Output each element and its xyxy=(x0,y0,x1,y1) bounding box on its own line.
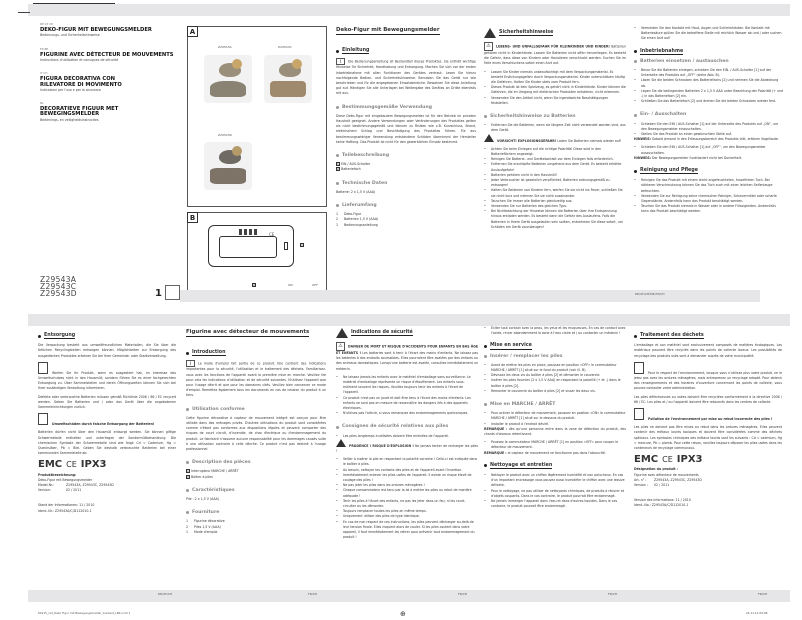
heading-insert-batteries: Insérer / remplacer les piles xyxy=(484,354,626,359)
print-slug-date: 24.11.10 09:08 xyxy=(746,611,768,615)
list-item: • Ce produit n'est pas un jouet et doit être tenu à l'écart des mains d'enfants. Les enfants ne sont pas en mesure de reconnaître les dangers liés à des appareils électriques. xyxy=(336,396,478,412)
list-item: • Schließen Sie das Batteriefach [2] und drehen Sie die beiden Schrauben wieder fest. xyxy=(634,99,784,104)
callout-1: 1 xyxy=(301,243,303,247)
lang-flags: NL xyxy=(40,101,44,106)
list-item: • Ne pas jeter les piles dans les ordures ménagères ! xyxy=(336,483,478,488)
list-item: • Reinigen Sie das Produkt mit einem leicht angefeuchteten, fusselfreien Tuch. Bei stärkerer Verschmutzung können Sie das Tuch auch mit einer leichten Seifenlauge befeuchten. xyxy=(634,178,784,194)
heading-insert-batteries: Batterien einsetzen / austauschen xyxy=(634,59,784,64)
list-item: • Entfernen Sie die Batterien, wenn sie längere Zeit nicht verwendet worden sind, aus dem Gerät. xyxy=(484,123,626,133)
figure-b xyxy=(187,212,327,300)
list-item: • Uniquement utiliser des piles de type identique. xyxy=(336,514,478,519)
emc-mark: EMC xyxy=(634,454,659,466)
cover-column xyxy=(40,22,175,123)
list-item: • Remonter le couvercle du boîtier à piles [2] et visser les deux vis. xyxy=(484,389,626,394)
heading-introduction: Introduction xyxy=(186,350,326,356)
list-item: 2 Batterien 1,5 V (AAA) xyxy=(336,217,379,222)
list-item: • Verwenden Sie den Artikel nicht, wenn Sie irgendwelche Beschädigungen feststellen. xyxy=(484,96,626,106)
disposal-text: L'emballage et son matériel sont exclusivement composés de matières écologiques. Les matériaux peuvent être recyclés dans les points de collecte locaux. Les possibilités de recyclage des produits usés sont à demander auprès de votre municipalité. xyxy=(634,343,782,358)
heading-parts: Description des pièces xyxy=(186,460,326,465)
ipx3-mark: IPX3 xyxy=(676,454,703,466)
disposal-weee-text: Pour le respect de l'environnement, lorsque vous n'utilisez plus votre produit, ne le jetez pas avec les ordures ménagères, mais entreprenez un recyclage adapté. Pour obtenir des renseignements et des horaires d'ouverture concernant les points de collecte, vous pouvez contacter votre administration. xyxy=(634,362,782,392)
heading-startup: Mise en service xyxy=(484,343,626,349)
certification-marks xyxy=(38,459,176,471)
list-item: • Nettoyer le produit avec un chiffon légèrement humidifié et non pelucheux. En cas d'un important encrassage vous pouvez aussi humidifier le chiffon avec une lessive délicate. xyxy=(484,473,626,489)
list-item: • Dévissez les deux vis du boîtier à piles [2] et démonter le couvercle. xyxy=(484,373,626,378)
warning-triangle-icon xyxy=(336,328,348,338)
note: REMARQUE : dès qu'une personne entre dans la zone de détection du produit, des chants d'oiseaux retentissent. xyxy=(484,426,626,437)
cover-subtitle: Indicazioni per l'uso e per la sicurezza xyxy=(40,87,101,92)
switch-slot xyxy=(284,242,288,250)
footer-label: FR/CH xyxy=(458,592,468,596)
figure-caption: Z29543C xyxy=(278,45,292,49)
heading-intended-use: Bestimmungsgemäße Verwendung xyxy=(336,105,476,110)
list-item: • Legen Sie die beiliegenden Batterien 2 x 1,5 V AAA unter Beachtung der Polarität (+ und -) in das Batteriefach [2] ein. xyxy=(634,89,784,99)
danger-warning: ⚠ LEBENS- UND UNFALLGEFAHR FÜR KLEINKINDER UND KINDER! Batterien gehören nicht in Kinderhände. Lassen Sie Batterien nicht offen herumliegen. Es besteht die Gefahr, dass diese von Kindern oder Haustieren verschluckt werden. Suchen Sie im Falle eines Verschluckens sofort einen Arzt auf. xyxy=(484,43,627,66)
heading-on-off: Ein- / Ausschalten xyxy=(634,112,784,117)
page-corner-box xyxy=(165,285,180,300)
battery-warning: Pollution de l'environnement par mise au rebut incorrecte des piles ! xyxy=(634,408,782,422)
heading-tech-data: Technische Daten xyxy=(336,181,476,186)
certification-marks xyxy=(634,454,782,466)
list-item: • Bevor Sie die Batterien einlegen, schieben Sie den EIN- / AUS-Schalter [1] auf der Unterseite des Produkts auf „OFF“ (siehe Abb. B). xyxy=(634,68,784,78)
heading-battery-safety: Consignes de sécurité relatives aux piles xyxy=(336,424,478,429)
battery-disposal-text: Les piles ne doivent pas être mises au rebut dans les ordures ménagères. Elles peuvent contenir des métaux lourds toxiques et doivent être considérées comme des déchets spéciaux. Les symboles chimiques des métaux lourds sont les suivants : Cd = cadmium, Hg = mercure, Pb = plomb. Pour cette raison, veuillez toujours déposer les piles usées dans les conteneurs de recyclage communaux. xyxy=(634,425,782,451)
switch-on-label: ON xyxy=(288,283,293,287)
lang-flags: DE AT CH xyxy=(40,22,54,26)
battery-disposal-text: Batterien dürfen nicht über den Hausmüll entsorgt werden. Sie können giftige Schwermetalle enthalten und unterliegen der Sondermüllbehandlung. Die chemischen Symbole der Schwermetalle sind wie folgt: Cd = Cadmium, Hg = Quecksilber, Pb = Blei. Geben Sie deshalb verbrauchte Batterien bei einer kommunalen Sammelstelle ab. xyxy=(38,430,176,456)
product-info: Désignation du produit : Figurine avec détecteur de mouvements Art. n° : Z29543A, Z29543C, Z29543D Version : 02 / 2011 Version des informations: 11 / 2010 Ident.-No.: Z29543A/C/D112010-1 xyxy=(634,467,702,508)
print-slug: 61915_rsd_Deko Figur mit Bewegungsmelder_Content_LB4.indd 1 xyxy=(38,611,131,615)
parts-list xyxy=(186,469,326,479)
list-item: • En cas de non respect de ces instructions, les piles peuvent décharger au-delà de leur tension finale. Elles risquent alors de couler. Si les piles coulent dans votre appareil, il faut immédiatement les retirer pour prévenir tout endommagement du produit ! xyxy=(336,520,478,541)
list-item: • Tauschen Sie immer alle Batterien gleichzeitig aus. xyxy=(484,199,626,204)
crossed-bin-icon xyxy=(634,362,644,374)
cover-title: FIGURA DECORATIVA CON RILEVATORE DI MOVIMENTO xyxy=(40,76,122,88)
heading-safety: Indications de sécurité xyxy=(336,328,478,338)
cover-subtitle: Bedienings- en veiligheidsinstructies xyxy=(40,117,99,122)
heading-disposal: Entsorgung xyxy=(38,333,176,339)
footer-band xyxy=(180,290,760,302)
list-item: • Ne jamais immerger l'appareil dans l'eau et dans d'autres liquides. Dans le cas contraire, le produit pourrait être endommagé. xyxy=(484,499,626,509)
list-item: • Pour le nettoyage, ne pas utiliser de nettoyants chimiques, de produits à récurer et d'objets coupants. Dans le cas contraire, le produit pourrait être endommagé. xyxy=(484,489,626,499)
book-icon: i xyxy=(186,360,195,367)
list-item: • Jeder Verbraucher ist gesetzlich verpflichtet, Batterien ordnungsgemäß zu entsorgen! xyxy=(484,178,626,188)
heading-startup: Inbetriebnahme xyxy=(634,49,784,55)
callout-2: 2 xyxy=(253,283,255,287)
list-item: • Toujours remplacer toutes les piles en même temps. xyxy=(336,509,478,514)
figure-a-label: A xyxy=(187,26,198,37)
crossed-bin-battery-icon xyxy=(38,413,48,425)
note: REMARQUE : le capteur de mouvement ne fonctionne pas dans l'obscurité. xyxy=(484,450,606,455)
lang-flags: IT CH xyxy=(40,71,48,76)
heading-parts: Teilebeschreibung xyxy=(336,153,476,158)
lang-flags: FR BE xyxy=(40,46,49,51)
header-band xyxy=(28,314,790,326)
model-numbers: Z29543A Z29543C Z29543D xyxy=(40,275,77,299)
cover-title: FIGURINE AVEC DÉTECTEUR DE MOUVEMENTS xyxy=(40,51,174,58)
heading-on-off: Mise en MARCHE / ARRÊT xyxy=(484,402,626,407)
book-icon: i xyxy=(336,58,345,65)
list-item: • Verwenden Sie zur Reinigung keine chemischen Reiniger, Scheuermittel oder scharfe Gegenstände. Andernfalls kann das Produkt beschädigt werden. xyxy=(634,194,784,204)
fr-disposal-column xyxy=(634,326,782,509)
list-item: • Bei Nichtbeachtung der Hinweise können die Batterien über ihre Endspannung hinaus entladen werden. Es besteht dann die Gefahr des Auslaufens. Falls die Batterien in Ihrem Gerät ausgelaufen sein sollten, entnehmen Sie diese sofort, um Schäden am Gerät vorzubeugen! xyxy=(484,209,626,230)
de-disposal-column xyxy=(38,326,176,514)
section-title: Figurine avec détecteur de mouvements xyxy=(186,330,309,337)
list-item: • Installer le produit à l'endroit désiré. xyxy=(484,422,626,427)
list-item: • Verwenden Sie nur Batterien des gleichen Typs. xyxy=(484,204,626,209)
page-number: 1 xyxy=(155,288,162,299)
list-item: • Lösen Sie die beiden Schrauben des Batteriefachs [2] und nehmen Sie die Abdeckung ab. xyxy=(634,78,784,88)
heading-disposal: Traitement des déchets xyxy=(634,333,782,339)
list-item: 1 EIN / AUS-Schalter xyxy=(337,162,371,167)
crop-mark xyxy=(18,12,30,13)
note: HINWEIS: Der Bewegungsmelder funktioniert nicht bei Dunkelheit. xyxy=(634,155,743,160)
list-item: • Insérer les piles fournies (2 x 1,5 V AAA) en respectant la polarité (+ et -) dans le boîtier à piles [2]. xyxy=(484,378,626,388)
registration-mark-icon: ⊕ xyxy=(400,610,406,618)
heading-safety: Sicherheitshinweise xyxy=(484,28,626,38)
list-item: • Ne laissez jamais les enfants avec le matériel d'emballage sans surveillance. Le matériel d'emballage représente un risque d'étouffement. Les enfants sous-estiment souvent les risques. Veuillez toujours tenir les enfants à l'écart de l'appareil. xyxy=(336,375,478,396)
list-item: • Les piles longtemps inutilisées doivent être enlevées de l'appareil. xyxy=(336,434,478,439)
list-item: • Schieben Sie den EIN / AUS-Schalter [1] auf der Unterseite des Produkts auf „ON“, um den Bewegungsmelder einzuschalten. xyxy=(634,122,784,132)
cover-lang-fr xyxy=(40,47,175,64)
bird-figure-image xyxy=(204,142,252,190)
list-item: 1 Figurine décorative xyxy=(186,519,225,524)
cover-lang-de xyxy=(40,22,175,39)
crossed-bin-icon xyxy=(38,362,48,374)
list-item: • Pour activer le détecteur de mouvement, poussez en position «ON» le commutateur MARCHE / ARRÊT [1] situé sur le dessous du produit. xyxy=(484,411,626,421)
heading-tech-data: Caractéristiques xyxy=(186,488,326,493)
list-item: • Éviter tout contact avec la peau, les yeux et les muqueuses. En cas de contact avec l'acide, rincer abondamment la zone à l'eau claire et / ou contacter un médecin ! xyxy=(484,326,626,336)
list-item: • N'utilisez pas l'article, si vous remarquez des endommagements quelconques. xyxy=(336,411,478,416)
footer-label: DE/AT/CH xyxy=(158,592,173,596)
list-item: 2 Boîtier à piles xyxy=(187,474,213,479)
list-item: • Tenir les piles à l'écart des enfants, ne pas les jeter dans un feu, ni les court-circuiter ou les démonter. xyxy=(336,499,478,509)
tech-data-text: Pile : 2 x 1,5 V (AAA) xyxy=(186,497,220,502)
figure-caption: Z29543A xyxy=(218,45,232,49)
intended-use-text: Diese Deko-Figur mit eingebautem Bewegungsmelder ist für den Betrieb im privaten Haushalt geeignet. Andere Verwendungen oder Veränderungen des Produktes gelten als nicht bestimmungsgemäß und können zu Risiken wie z.B. Kurzschluss, Brand, elektrischem Schlag und Beschädigung des Produktes führen. Für aus bestimmungswidriger Verwendung entstandene Schäden übernimmt der Hersteller keine Haftung. Das Produkt ist nicht für den gewerblichen Einsatz bestimmt. xyxy=(336,113,476,144)
battery-warning: Umweltschäden durch falsche Entsorgung der Batterien! xyxy=(38,413,176,427)
list-item: 2 Batteriefach xyxy=(337,167,361,172)
list-item: • Lassen Sie Kinder niemals unbeaufsichtigt mit dem Verpackungsmaterial. Es besteht Erstickungsgefahr durch Verpackungsmaterial. Kinder unterschätzen häufig die Gefahren. Halten Sie Kinder stets vom Produkt fern. xyxy=(484,70,626,86)
scope-list xyxy=(186,519,326,535)
heading-scope: Fourniture xyxy=(186,510,326,515)
fr-column-1 xyxy=(186,326,326,535)
list-item: • Veiller à insérer la pile en respectant la polarité correcte ! Celle-ci est indiquée dans le boîtier à piles. xyxy=(336,457,478,467)
list-item: 1 Mode d'emploi xyxy=(186,529,218,534)
cover-lang-it xyxy=(40,71,175,93)
intended-use-text: Cette figurine décorative à capteur de mouvement intégré est conçue pour être utilisée dans des ménages privés. D'autres utilisations du produit sont considérées comme n'étant pas conformes aux dispositions légales et peuvent comporter des risques de court circuit, d'incendie, de choc électrique ou d'endommagement du produit. Le fabricant n'assume aucune responsabilité pour les dommages causés suite à une utilisation contraire à celle décrite. Ce produit n'est pas destiné à l'usage professionnel. xyxy=(186,415,326,452)
list-item: 1 Interrupteur MARCHE / ARRÊT xyxy=(187,469,239,474)
child-warning-icon: ⚠ xyxy=(336,342,345,351)
ce-mark: CE xyxy=(662,455,673,465)
switch-off-label: OFF xyxy=(312,283,318,287)
cover-subtitle: Instructions d'utilisation et consignes de sécurité xyxy=(40,58,119,63)
bird-figure-on-stone-image xyxy=(204,55,252,103)
footer-band xyxy=(28,590,790,602)
list-item: • Chaque consommateur est tenu par la loi à mettre les piles au rebut de manière adéquate ! xyxy=(336,488,478,498)
de-column-2 xyxy=(484,26,626,230)
heading-scope: Lieferumfang xyxy=(336,203,476,208)
list-item: • Vermeiden Sie den Kontakt mit Haut, Augen und Schleimhäuten. Bei Kontakt mit Batteriesäure spülen Sie die betroffene Stelle mit reichlich Wasser ab und / oder suchen Sie einen Arzt auf! xyxy=(634,26,784,42)
explosion-warning-icon xyxy=(484,134,494,142)
cover-title: DEKO-FIGUR MIT BEWEGUNGSMELDER xyxy=(40,27,152,34)
parts-list xyxy=(336,162,476,172)
cover-subtitle: Bedienungs- und Sicherheitshinweise xyxy=(40,33,100,38)
spread-page-2 xyxy=(0,310,802,620)
list-item: • Tauchen Sie das Produkt niemals in Wasser oder in andere Flüssigkeiten. Andernfalls kann das Produkt beschädigt werden. xyxy=(634,204,784,214)
header-band xyxy=(28,4,790,16)
ce-mark: CE xyxy=(269,232,275,237)
disposal-battery-text: Les piles défectueuses ou usées doivent être recyclées conformément à la directive 2006 / 66 / EC. Les piles et / ou l'appareil doivent être retournés dans les centres de collecte. xyxy=(634,394,782,404)
figure-caption: Z29543D xyxy=(218,133,232,137)
product-info: Produktbezeichnung: Deko-Figur mit Bewegungsmelder Model-Nr.: Z29543A, Z29543C, Z29543D Version: 02 / 2011 Stand der Informationen: 11 / 2010 Ident.-Nr.: Z29543A/C/D112010-1 xyxy=(38,472,114,513)
footer-label: FR/CH xyxy=(608,592,618,596)
heading-battery-safety: Sicherheitshinweise zu Batterien xyxy=(484,114,626,119)
list-item: • Achten Sie beim Einlegen auf die richtige Polarität! Diese wird in den Batteriefächern angezeigt. xyxy=(484,147,626,157)
de-column-3 xyxy=(634,26,784,215)
battery-compartment-diagram xyxy=(208,225,294,267)
footer-label: FR/CH xyxy=(308,592,318,596)
explosion-warning: VORSICHT! EXPLOSIONSGEFAHR! Laden Sie Batterien niemals wieder auf! xyxy=(484,134,626,144)
heading-introduction: Einleitung xyxy=(336,48,476,54)
ipx3-mark: IPX3 xyxy=(80,459,107,471)
list-item: • Batterien gehören nicht in den Hausmüll! xyxy=(484,173,626,178)
warning-triangle-icon xyxy=(484,28,496,38)
de-column-1 xyxy=(336,24,476,228)
introduction-text: i Die Bedienungsanleitung ist Bestandteil dieses Produktes. Sie enthält wichtige Hinweise für Sicherheit, Handhabung und Entsorgung. Machen Sie sich vor der ersten Inbetriebnahme mit allen Funktionen des Gerätes vertraut. Lesen Sie hierzu nachfolgende Bedien- und Sicherheitshinweise. Benutzen Sie das Gerät nur wie beschrieben und für die angegebenen Einsatzbereiche. Bewahren Sie diese Anleitung gut auf. Händigen Sie alle Unterlagen bei Weitergabe des Gerätes an Dritte ebenfalls mit aus. xyxy=(336,59,476,96)
list-item: • Immédiatement enlever les piles usées de l'appareil. Il existe un risque élevé de coulage des piles ! xyxy=(336,473,478,483)
disposal-text: Die Verpackung besteht aus umweltfreundlichen Materialien, die Sie über die örtlichen Recyclingstellen entsorgen können. Möglichkeiten zur Entsorgung des ausgedienten Produktes erfahren Sie bei Ihrer Gemeinde- oder Stadtverwaltung. xyxy=(38,343,176,358)
section-title: Deko-Figur mit Bewegungsmelder xyxy=(336,28,440,35)
cover-lang-nl xyxy=(40,101,175,123)
list-item: • Halten Sie Batterien von Kindern fern, werfen Sie sie nicht ins Feuer, schließen Sie sie nicht kurz und nehmen Sie sie nicht auseinander. xyxy=(484,188,626,198)
heading-cleaning: Reinigung und Pflege xyxy=(634,168,784,174)
note: HINWEIS: Sobald jemand in den Erfassungsbereich des Produkts tritt, ertönen Vogellaute. xyxy=(634,137,779,142)
list-item: • Au besoin, nettoyer les contacts des piles et de l'appareil avant l'insertion. xyxy=(336,468,478,473)
heading-intended-use: Utilisation conforme xyxy=(186,407,326,412)
scope-list xyxy=(336,212,476,228)
bird-figure-on-log-image xyxy=(264,55,312,103)
fr-column-2 xyxy=(336,326,478,541)
figure-a xyxy=(187,26,327,207)
list-item: 2 Piles 1,5 V (AAA) xyxy=(186,524,221,529)
list-item: • Schieben Sie den EIN / AUS-Schalter [1] auf „OFF“, um den Bewegungsmelder auszuschalten. xyxy=(634,145,784,155)
ce-mark: CE xyxy=(66,460,77,470)
list-item: • Avant de mettre les piles en place, poussez en position «OFF» le commutateur MARCHE / ARRÊT [1] situé sur le fond du produit (voir ill. B). xyxy=(484,363,626,373)
crossed-bin-battery-icon xyxy=(634,408,644,420)
emc-mark: EMC xyxy=(38,459,63,471)
fr-column-3 xyxy=(484,326,626,509)
list-item: • Entfernen Sie erschöpfte Batterien umgehend aus dem Gerät. Es besteht erhöhte Auslaufgefahr! xyxy=(484,162,626,172)
figure-b-label: B xyxy=(187,212,198,223)
list-item: • Reinigen Sie Batterie- und Gerätekontakt vor dem Einlegen falls erforderlich. xyxy=(484,157,626,162)
list-item: • Poussez le commutateur MARCHE / ARRÊT [1] en position «OFF» pour couper le détecteur de mouvement. xyxy=(484,440,626,450)
explosion-warning-icon xyxy=(336,439,346,447)
heading-cleaning: Nettoyage et entretien xyxy=(484,463,626,469)
introduction-text: i Le mode d'emploi fait partie de ce produit. Elle contient des indications importantes pour la sécurité, l'utilisation et le traitement des déchets. Familiarisez-vous avec les fonctions de l'appareil avant la première mise en marche. Veuillez lire pour cela les indications d'utilisation et de sécurité suivantes. N'utilisez l'appareil que pour l'usage décrit et que pour les domaines cités. Veuillez bien conserver ce mode d'emploi. Remettez également tous les documents en cas de cession du produit à un tiers. xyxy=(186,361,326,398)
list-item: 1 Deko-Figur xyxy=(336,212,362,217)
list-item: • Dieses Produkt ist kein Spielzeug, es gehört nicht in Kinderhände. Kinder können die Gefahren, die im Umgang mit elektrischen Produkten entstehen, nicht erkennen. xyxy=(484,85,626,95)
list-item: 1 Bedienungsanleitung xyxy=(336,222,378,227)
cover-title: DECORATIEVE FIGUUR MET BEWEGINGSMELDER xyxy=(40,106,119,118)
disposal-battery-text: Defekte oder verbrauchte Batterien müssen gemäß Richtlinie 2006 / 66 / EC recycelt werden. Geben Sie Batterien und / oder das Gerät über die angebotenen Sammeleinrichtungen zurück. xyxy=(38,394,176,410)
list-item: • Stellen Sie das Produkt an einen gewünschten Stelle auf. xyxy=(634,132,784,137)
page-footer-label: DE/AT/CH/DE/AT/CH xyxy=(635,292,665,296)
explosion-warning: PRUDENCE ! RISQUE D'EXPLOSION ! Ne jamais tenter de recharger les piles ! xyxy=(336,439,478,454)
child-warning-icon: ⚠ xyxy=(484,42,493,51)
tech-data-text: Batterie: 2 x 1,5 V (AAA) xyxy=(336,189,376,194)
footer-label: FR/CH xyxy=(758,592,768,596)
danger-warning: ⚠ DANGER DE MORT ET RISQUE D'ACCIDENTS POUR ENFANTS EN BAS ÂGE ET ENFANTS ! Les batteries sont à tenir à l'écart des mains d'enfants. Ne laissez pas les batteries à des endroits accessibles. Elles pourraient être avalées par des enfants ou des animaux domestiques. Lorsqu'une batterie est avalée, consultez immédiatement un médecin. xyxy=(336,343,478,371)
disposal-weee-text: Werfen Sie Ihr Produkt, wenn es ausgedient hat, im Interesse des Umweltschutzes nicht in den Hausmüll, sondern führen Sie es einer fachgerechten Entsorgung zu. Über Sammelstellen und deren Öffnungszeiten können Sie sich bei Ihrer zuständigen Verwaltung informieren. xyxy=(38,362,176,392)
